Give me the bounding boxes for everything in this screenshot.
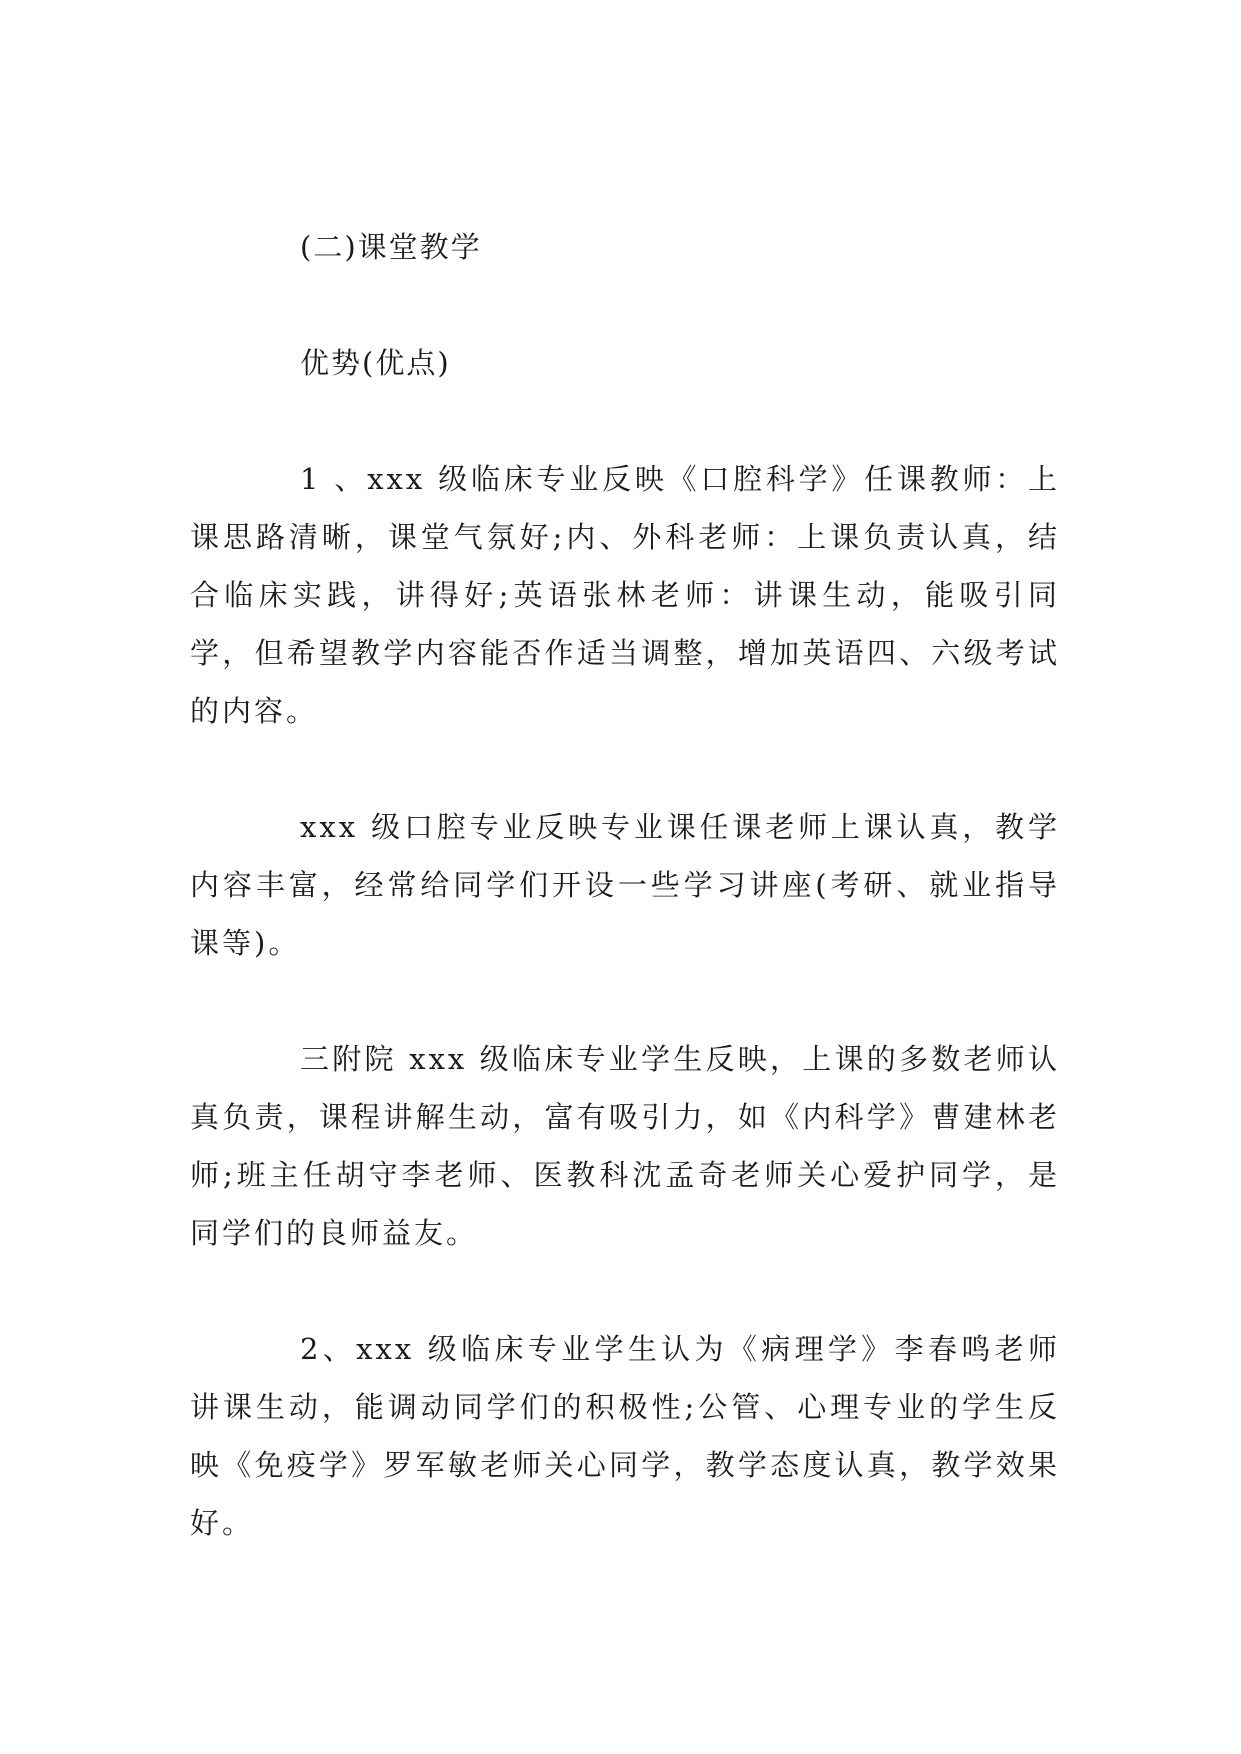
document-body (190, 218, 1060, 1552)
section-heading: (二)课堂教学 (300, 230, 482, 264)
paragraph-2: xxx 级口腔专业反映专业课任课老师上课认真，教学内容丰富，经常给同学们开设一些学习讲座(考研、就业指导课等)。 (190, 810, 1060, 960)
section-subheading: 优势(优点) (300, 346, 451, 380)
paragraph-4: 2、xxx 级临床专业学生认为《病理学》李春鸣老师讲课生动，能调动同学们的积极性;公管、心理专业的学生反映《免疫学》罗军敏老师关心同学，教学态度认真，教学效果好。 (190, 1332, 1060, 1540)
paragraph-3: 三附院 xxx 级临床专业学生反映，上课的多数老师认真负责，课程讲解生动，富有吸引力，如《内科学》曹建林老师;班主任胡守李老师、医教科沈孟奇老师关心爱护同学，是同学们的良师益友。 (190, 1042, 1060, 1250)
paragraph-1: 1 、xxx 级临床专业反映《口腔科学》任课教师：上课思路清晰，课堂气氛好;内、外科老师：上课负责认真，结合临床实践，讲得好;英语张林老师：讲课生动，能吸引同学，但希望教学内容能否作适当调整，增加英语四、六级考试的内容。 (190, 462, 1060, 728)
